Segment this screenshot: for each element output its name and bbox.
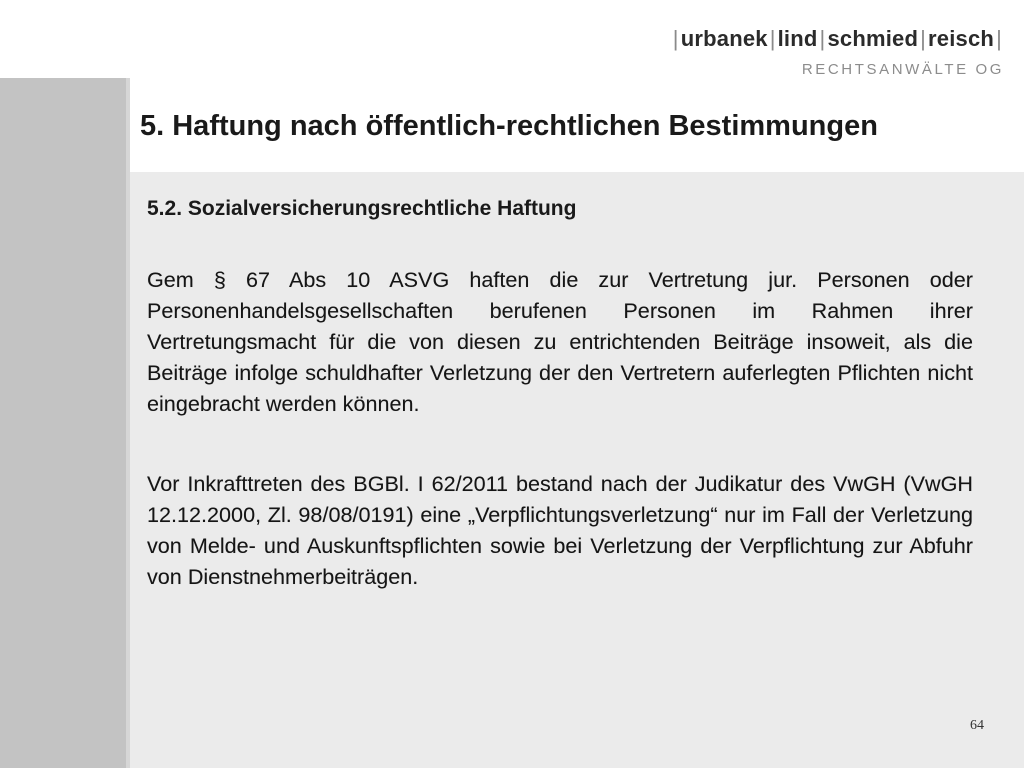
logo-separator: | xyxy=(672,26,679,51)
firm-logo xyxy=(671,26,1004,78)
body-paragraph: Gem § 67 Abs 10 ASVG haften die zur Vertretung jur. Personen oder Personenhandelsgesellschaften berufenen Personen im Rahmen ihrer Vertretungsmacht für die von diesen zu entrichtenden Beiträge insoweit, als die Beiträge infolge schuldhafter Verletzung der den Vertretern auferlegten Pflichten nicht eingebracht werden können. xyxy=(147,267,973,416)
section-heading: 5.2. Sozialversicherungsrechtliche Haftung xyxy=(147,197,577,220)
left-decorative-bar xyxy=(0,78,126,768)
logo-name-part: urbanek xyxy=(680,26,768,51)
logo-name-part: reisch xyxy=(928,26,995,51)
logo-separator: | xyxy=(769,26,776,51)
logo-separator: | xyxy=(920,26,927,51)
page-number: 64 xyxy=(970,718,984,733)
logo-name-part: schmied xyxy=(827,26,919,51)
body-paragraph: Vor Inkrafttreten des BGBl. I 62/2011 bestand nach der Judikatur des VwGH (VwGH 12.12.2000, Zl. 98/08/0191) eine „Verpflichtungsverletzung“ nur im Fall der Verletzung von Melde- und Auskunftspflichten sowie bei Verletzung der Verpflichtung zur Abfuhr von Dienstnehmerbeiträgen. xyxy=(147,471,973,589)
page-title: 5. Haftung nach öffentlich-rechtlichen Bestimmungen xyxy=(140,110,878,142)
logo-name xyxy=(671,26,1004,52)
logo-separator: | xyxy=(819,26,826,51)
logo-name-part: lind xyxy=(777,26,818,51)
logo-subtitle: RECHTSANWÄLTE OG xyxy=(801,61,1004,78)
logo-separator: | xyxy=(996,26,1002,51)
